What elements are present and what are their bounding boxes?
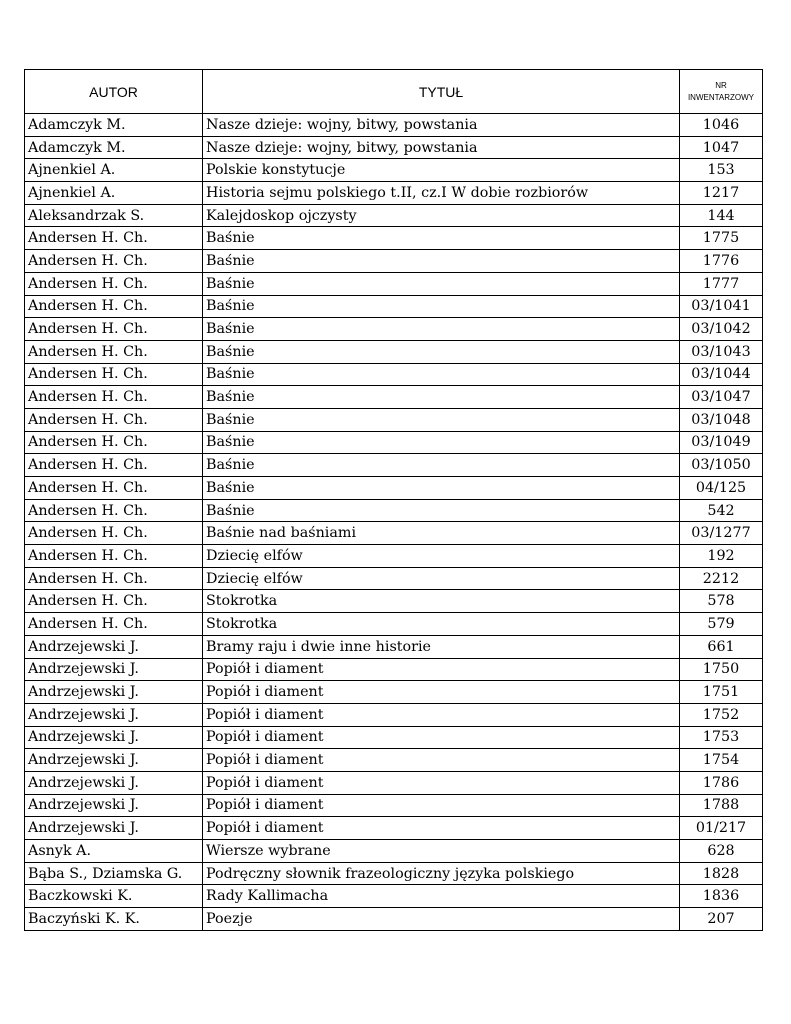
cell-autor: Andersen H. Ch. <box>25 272 203 295</box>
cell-tytul: Baśnie <box>203 272 680 295</box>
cell-autor: Andrzejewski J. <box>25 635 203 658</box>
cell-autor: Baczkowski K. <box>25 885 203 908</box>
cell-nr: 03/1048 <box>680 408 763 431</box>
cell-autor: Andersen H. Ch. <box>25 613 203 636</box>
table-row <box>25 908 763 931</box>
cell-nr: 03/1044 <box>680 363 763 386</box>
cell-nr: 1752 <box>680 703 763 726</box>
table-row <box>25 545 763 568</box>
header-nr-line1: NR <box>715 80 727 90</box>
cell-tytul: Baśnie <box>203 454 680 477</box>
cell-tytul: Popiół i diament <box>203 681 680 704</box>
cell-autor: Andersen H. Ch. <box>25 386 203 409</box>
cell-nr: 03/1047 <box>680 386 763 409</box>
table-row <box>25 658 763 681</box>
cell-tytul: Baśnie <box>203 250 680 273</box>
cell-autor: Andersen H. Ch. <box>25 522 203 545</box>
cell-autor: Adamczyk M. <box>25 114 203 137</box>
cell-tytul: Poezje <box>203 908 680 931</box>
cell-nr: 578 <box>680 590 763 613</box>
table-row <box>25 204 763 227</box>
cell-autor: Andrzejewski J. <box>25 726 203 749</box>
table-row <box>25 885 763 908</box>
cell-tytul: Wiersze wybrane <box>203 840 680 863</box>
header-row <box>25 70 763 114</box>
cell-tytul: Popiół i diament <box>203 749 680 772</box>
table-row <box>25 272 763 295</box>
cell-nr: 03/1050 <box>680 454 763 477</box>
header-nr-line2: INWENTARZOWY <box>687 92 755 102</box>
header-tytul: TYTUŁ <box>203 70 680 114</box>
cell-nr: 1046 <box>680 114 763 137</box>
cell-tytul: Baśnie <box>203 386 680 409</box>
cell-nr: 03/1041 <box>680 295 763 318</box>
table-row <box>25 862 763 885</box>
table-row <box>25 454 763 477</box>
cell-nr: 144 <box>680 204 763 227</box>
cell-nr: 1750 <box>680 658 763 681</box>
cell-autor: Andrzejewski J. <box>25 749 203 772</box>
cell-tytul: Baśnie <box>203 477 680 500</box>
cell-autor: Baczyński K. K. <box>25 908 203 931</box>
cell-nr: 1788 <box>680 794 763 817</box>
cell-nr: 1217 <box>680 182 763 205</box>
table-row <box>25 408 763 431</box>
cell-autor: Andrzejewski J. <box>25 771 203 794</box>
cell-autor: Andrzejewski J. <box>25 681 203 704</box>
cell-tytul: Baśnie <box>203 363 680 386</box>
cell-autor: Andersen H. Ch. <box>25 590 203 613</box>
cell-nr: 661 <box>680 635 763 658</box>
cell-nr: 1775 <box>680 227 763 250</box>
inventory-table <box>24 69 763 931</box>
cell-tytul: Baśnie <box>203 340 680 363</box>
cell-tytul: Dziecię elfów <box>203 567 680 590</box>
cell-autor: Ajnenkiel A. <box>25 182 203 205</box>
table-row <box>25 159 763 182</box>
cell-tytul: Popiół i diament <box>203 771 680 794</box>
cell-autor: Andersen H. Ch. <box>25 227 203 250</box>
cell-nr: 542 <box>680 499 763 522</box>
table-row <box>25 703 763 726</box>
cell-tytul: Popiół i diament <box>203 726 680 749</box>
cell-nr: 1751 <box>680 681 763 704</box>
cell-autor: Aleksandrzak S. <box>25 204 203 227</box>
table-row <box>25 499 763 522</box>
table-row <box>25 840 763 863</box>
cell-autor: Ajnenkiel A. <box>25 159 203 182</box>
cell-tytul: Nasze dzieje: wojny, bitwy, powstania <box>203 136 680 159</box>
cell-tytul: Rady Kallimacha <box>203 885 680 908</box>
cell-autor: Andersen H. Ch. <box>25 567 203 590</box>
cell-autor: Andersen H. Ch. <box>25 250 203 273</box>
cell-tytul: Popiół i diament <box>203 658 680 681</box>
cell-tytul: Dziecię elfów <box>203 545 680 568</box>
table-row <box>25 635 763 658</box>
cell-tytul: Bramy raju i dwie inne historie <box>203 635 680 658</box>
cell-nr: 04/125 <box>680 477 763 500</box>
cell-tytul: Historia sejmu polskiego t.II, cz.I W dobie rozbiorów <box>203 182 680 205</box>
cell-nr: 579 <box>680 613 763 636</box>
table-row <box>25 477 763 500</box>
table-row <box>25 295 763 318</box>
table-body <box>25 114 763 931</box>
cell-autor: Andersen H. Ch. <box>25 363 203 386</box>
cell-autor: Bąba S., Dziamska G. <box>25 862 203 885</box>
cell-autor: Andrzejewski J. <box>25 817 203 840</box>
cell-nr: 01/217 <box>680 817 763 840</box>
cell-nr: 1786 <box>680 771 763 794</box>
table-row <box>25 363 763 386</box>
table-row <box>25 567 763 590</box>
cell-nr: 1047 <box>680 136 763 159</box>
table-row <box>25 522 763 545</box>
table-row <box>25 794 763 817</box>
cell-tytul: Baśnie <box>203 408 680 431</box>
table-row <box>25 431 763 454</box>
cell-nr: 1836 <box>680 885 763 908</box>
cell-autor: Asnyk A. <box>25 840 203 863</box>
cell-autor: Andrzejewski J. <box>25 794 203 817</box>
cell-nr: 1828 <box>680 862 763 885</box>
header-autor: AUTOR <box>25 70 203 114</box>
table-row <box>25 182 763 205</box>
cell-autor: Andersen H. Ch. <box>25 318 203 341</box>
cell-nr: 03/1042 <box>680 318 763 341</box>
cell-nr: 628 <box>680 840 763 863</box>
cell-tytul: Baśnie <box>203 431 680 454</box>
cell-autor: Andersen H. Ch. <box>25 408 203 431</box>
table-row <box>25 613 763 636</box>
cell-nr: 153 <box>680 159 763 182</box>
cell-autor: Andersen H. Ch. <box>25 431 203 454</box>
table-row <box>25 726 763 749</box>
table-row <box>25 227 763 250</box>
cell-tytul: Nasze dzieje: wojny, bitwy, powstania <box>203 114 680 137</box>
cell-nr: 03/1277 <box>680 522 763 545</box>
cell-nr: 03/1049 <box>680 431 763 454</box>
cell-tytul: Polskie konstytucje <box>203 159 680 182</box>
table-row <box>25 340 763 363</box>
cell-nr: 192 <box>680 545 763 568</box>
table-row <box>25 771 763 794</box>
cell-tytul: Baśnie <box>203 499 680 522</box>
cell-autor: Andersen H. Ch. <box>25 340 203 363</box>
cell-tytul: Baśnie nad baśniami <box>203 522 680 545</box>
table-row <box>25 817 763 840</box>
header-nr-inwentarzowy <box>680 70 763 114</box>
table-row <box>25 386 763 409</box>
cell-tytul: Popiół i diament <box>203 794 680 817</box>
cell-tytul: Kalejdoskop ojczysty <box>203 204 680 227</box>
cell-nr: 2212 <box>680 567 763 590</box>
table-row <box>25 749 763 772</box>
cell-autor: Andrzejewski J. <box>25 658 203 681</box>
cell-autor: Andersen H. Ch. <box>25 454 203 477</box>
cell-autor: Andersen H. Ch. <box>25 499 203 522</box>
cell-nr: 1753 <box>680 726 763 749</box>
cell-nr: 1776 <box>680 250 763 273</box>
cell-autor: Andersen H. Ch. <box>25 295 203 318</box>
cell-tytul: Baśnie <box>203 318 680 341</box>
cell-autor: Andrzejewski J. <box>25 703 203 726</box>
cell-tytul: Stokrotka <box>203 590 680 613</box>
cell-nr: 207 <box>680 908 763 931</box>
cell-nr: 1754 <box>680 749 763 772</box>
table-row <box>25 250 763 273</box>
cell-autor: Andersen H. Ch. <box>25 477 203 500</box>
cell-autor: Andersen H. Ch. <box>25 545 203 568</box>
cell-tytul: Popiół i diament <box>203 817 680 840</box>
table-row <box>25 114 763 137</box>
table-row <box>25 136 763 159</box>
cell-tytul: Podręczny słownik frazeologiczny języka polskiego <box>203 862 680 885</box>
cell-tytul: Popiół i diament <box>203 703 680 726</box>
cell-nr: 03/1043 <box>680 340 763 363</box>
cell-tytul: Stokrotka <box>203 613 680 636</box>
table-row <box>25 590 763 613</box>
cell-tytul: Baśnie <box>203 227 680 250</box>
cell-nr: 1777 <box>680 272 763 295</box>
table-row <box>25 681 763 704</box>
cell-tytul: Baśnie <box>203 295 680 318</box>
table-row <box>25 318 763 341</box>
cell-autor: Adamczyk M. <box>25 136 203 159</box>
